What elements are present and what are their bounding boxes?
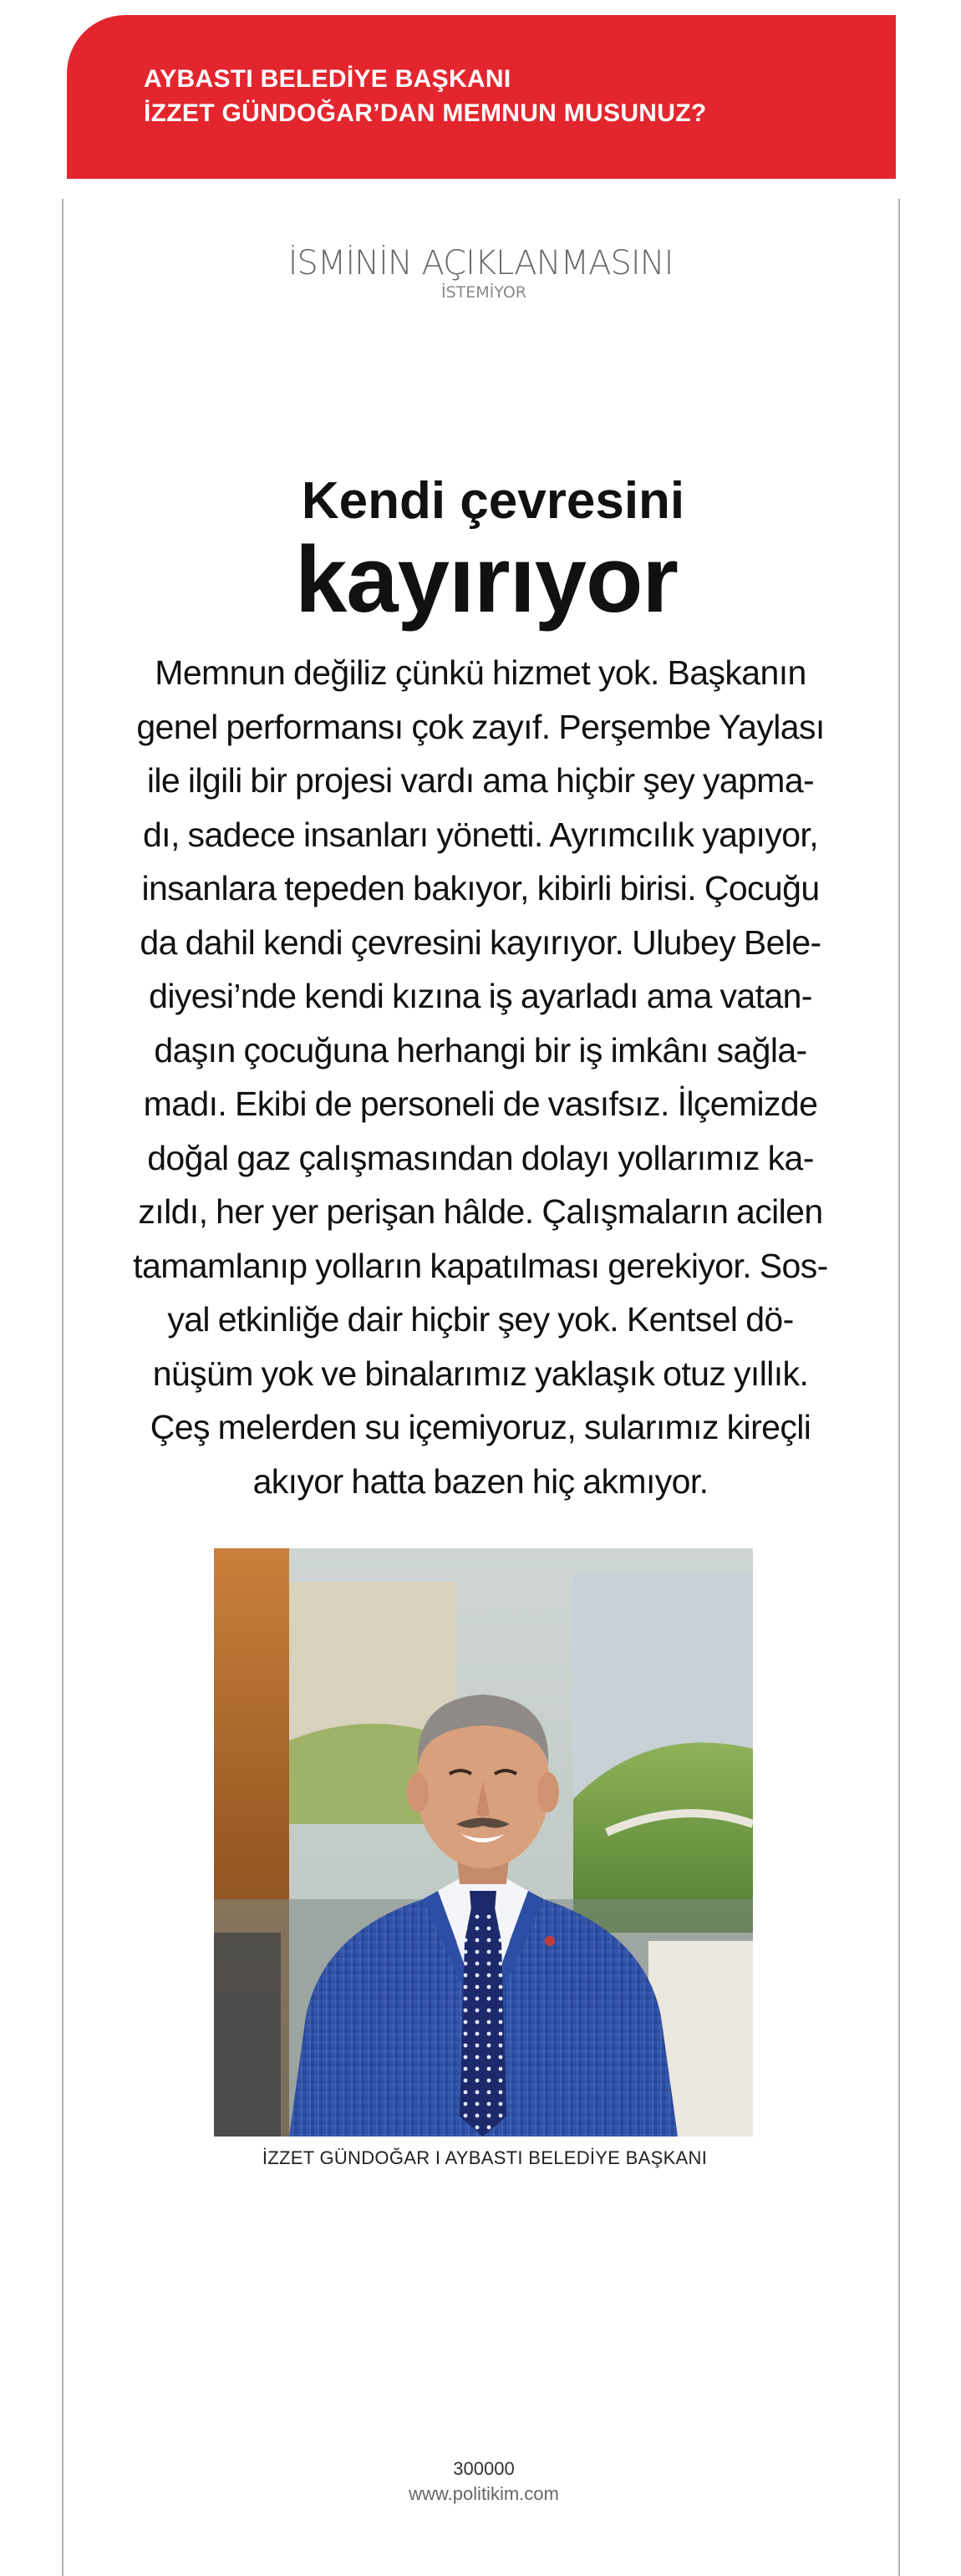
body-line: da dahil kendi çevresini kayırıyor. Ulubey Bele- [140, 922, 821, 962]
footer [0, 2457, 961, 2507]
body-line: madı. Ekibi de personeli de vasıfsız. İlçemizde [143, 1085, 818, 1123]
headline-line-2: kayırıyor [295, 527, 678, 632]
body-line: yal etkinliğe dair hiçbir şey yok. Kentsel dö- [167, 1300, 794, 1339]
body-line: zıldı, her yer perişan hâlde. Çalışmaların acilen [138, 1192, 823, 1231]
header-title-line-2: İZZET GÜNDOĞAR’DAN MEMNUN MUSUNUZ? [144, 99, 707, 127]
body-line: dı, sadece insanları yönetti. Ayrımcılık yapıyor, [142, 815, 819, 854]
body-line: doğal gaz çalışmasından dolayı yollarımız ka- [147, 1138, 814, 1177]
portrait-illustration [214, 1548, 753, 2137]
footer-website-link[interactable]: www.politikim.com [409, 2483, 559, 2504]
body-line: tamamlanıp yolların kapatılması gerekiyor. Sos- [133, 1246, 828, 1285]
body-line: Çeş melerden su içemiyoruz, sularımız kireçli [150, 1408, 811, 1446]
respondent-block [0, 244, 961, 302]
body-line: Memnun değiliz çünkü hizmet yok. Başkanın [155, 653, 806, 692]
respondent-label: İSMİNİN AÇIKLANMASINI [287, 244, 674, 282]
body-text [125, 646, 836, 1508]
body-line: nüşüm yok ve binalarımız yaklaşık otuz yıllık. [152, 1354, 809, 1393]
body-line: genel performansı çok zayıf. Perşembe Yaylası [136, 707, 825, 746]
body-line: akıyor hatta bazen hiç akmıyor. [252, 1461, 709, 1501]
body-line: diyesi’nde kendi kızına iş ayarladı ama vatan- [149, 977, 812, 1015]
header-title-line-1: AYBASTI BELEDİYE BAŞKANI [144, 65, 511, 93]
body-line: insanlara tepeden bakıyor, kibirli birisi. Çocuğu [141, 869, 820, 907]
headline [0, 471, 961, 632]
header-banner [67, 15, 896, 179]
body-line: ile ilgili bir projesi vardı ama hiçbir şey yapma- [146, 761, 815, 800]
photo-caption: İZZET GÜNDOĞAR I AYBASTI BELEDİYE BAŞKANI [262, 2147, 708, 2168]
respondent-sub-label: İSTEMİYOR [441, 283, 526, 302]
mayor-portrait-photo [214, 1548, 753, 2137]
body-line: daşın çocuğuna herhangi bir iş imkânı sağla- [154, 1030, 807, 1070]
headline-line-1: Kendi çevresini [301, 472, 685, 530]
footer-code: 300000 [453, 2458, 515, 2479]
